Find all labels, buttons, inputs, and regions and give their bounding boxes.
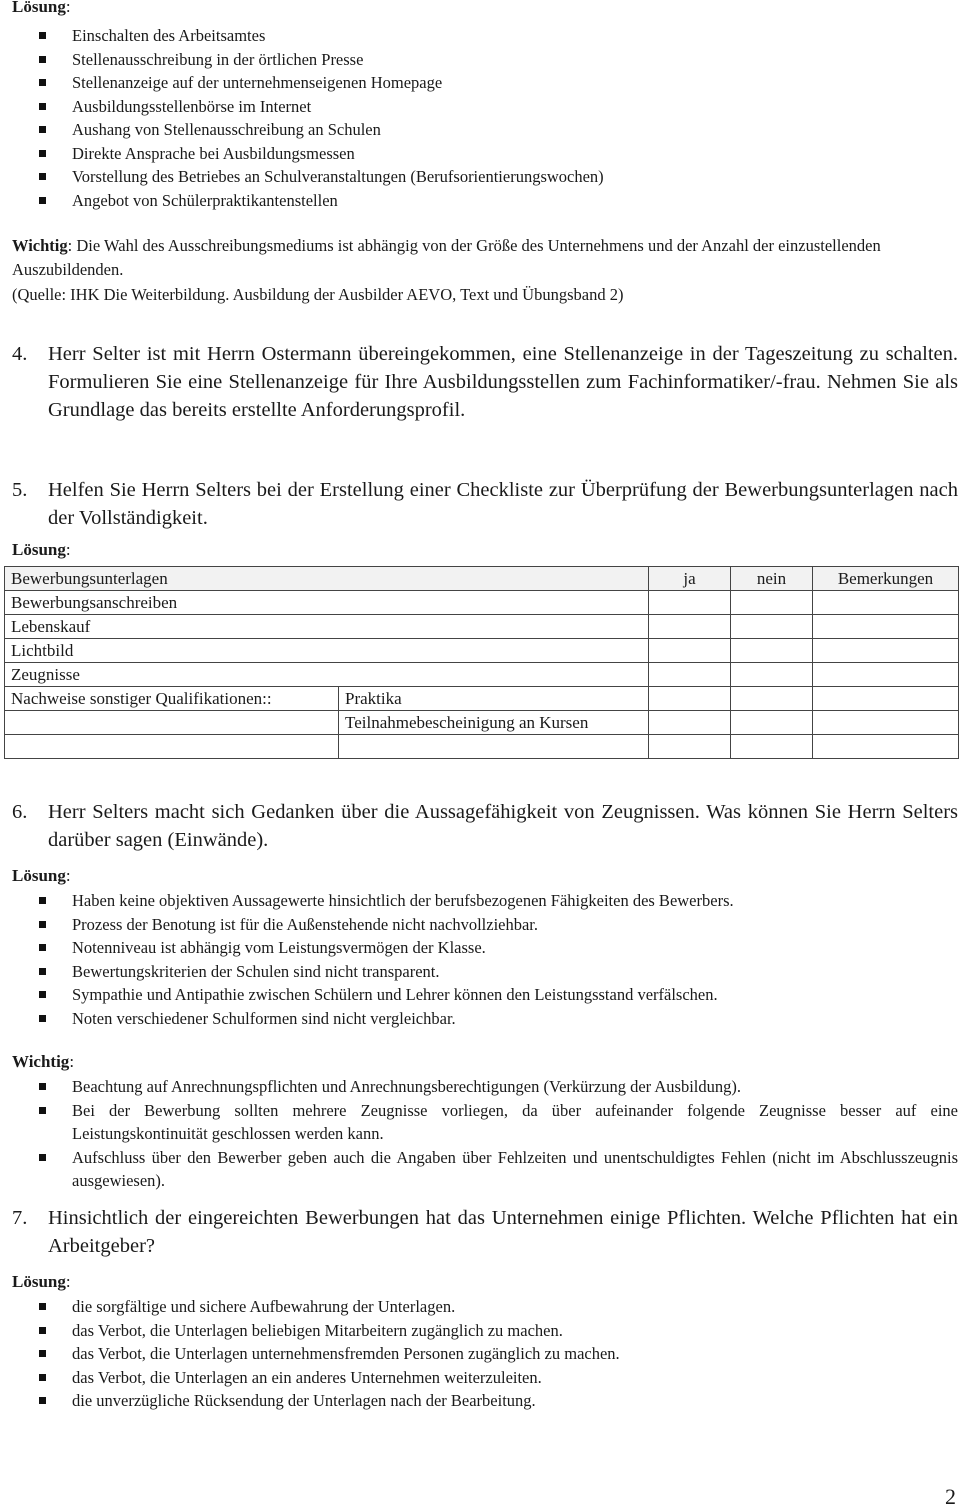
list-item: das Verbot, die Unterlagen beliebigen Mitarbeitern zugänglich zu machen. (0, 1319, 960, 1343)
cell-yes[interactable] (649, 687, 731, 711)
list-item: Noten verschiedener Schulformen sind nicht vergleichbar. (0, 1007, 960, 1031)
cell-remarks[interactable] (813, 639, 959, 663)
bullet-square-icon (39, 1154, 46, 1161)
list-item: die sorgfältige und sichere Aufbewahrung der Unterlagen. (0, 1295, 960, 1319)
cell-yes[interactable] (649, 591, 731, 615)
table-row (5, 615, 959, 639)
cell-yes[interactable] (649, 615, 731, 639)
solution-list (0, 889, 960, 1030)
list-item: Aushang von Stellenausschreibung an Schulen (0, 118, 604, 142)
list-item: Sympathie und Antipathie zwischen Schülern und Lehrer können den Leistungsstand verfälschen. (0, 983, 960, 1007)
list-item: Ausbildungsstellenbörse im Internet (0, 95, 604, 119)
cell-yes[interactable] (649, 639, 731, 663)
cell-document[interactable] (5, 735, 339, 759)
list-item: Bei der Bewerbung sollten mehrere Zeugnisse vorliegen, da über aufeinander folgende Zeugnisse besser auf eine Leistungskontinuität geschlossen werden kann. (0, 1099, 958, 1146)
cell-subitem[interactable] (339, 735, 649, 759)
list-item: Angebot von Schülerpraktikantenstellen (0, 189, 604, 213)
cell-subitem: Praktika (339, 687, 649, 711)
cell-no[interactable] (731, 591, 813, 615)
bullet-square-icon (39, 56, 46, 63)
cell-no[interactable] (731, 663, 813, 687)
list-item: Bewertungskriterien der Schulen sind nicht transparent. (0, 960, 960, 984)
cell-document: Bewerbungsanschreiben (5, 591, 649, 615)
question-text: Helfen Sie Herrn Selters bei der Erstellung einer Checkliste zur Überprüfung der Bewerbungsunterlagen nach der Vollständigkeit. (48, 479, 958, 529)
important-note: Wichtig: Die Wahl des Ausschreibungsmediums ist abhängig von der Größe des Unternehmens und der Anzahl der einzustellenden Auszubildenden. (12, 236, 881, 279)
question-text: Herr Selters macht sich Gedanken über die Aussagefähigkeit von Zeugnissen. Was können Sie Herrn Selters darüber sagen (Einwände). (48, 801, 958, 851)
cell-remarks[interactable] (813, 591, 959, 615)
list-item: Notenniveau ist abhängig vom Leistungsvermögen der Klasse. (0, 936, 960, 960)
bullet-square-icon (39, 1327, 46, 1334)
cell-remarks[interactable] (813, 711, 959, 735)
important-text: Die Wahl des Ausschreibungsmediums ist abhängig von der Größe des Unternehmens und der Anzahl der einzustellenden Auszubildenden. (12, 236, 881, 279)
table-row (5, 591, 959, 615)
question-text: Hinsichtlich der eingereichten Bewerbungen hat das Unternehmen einige Pflichten. Welche Pflichten hat ein Arbeitgeber? (48, 1207, 958, 1257)
question-number: 5. (12, 479, 28, 501)
bullet-square-icon (39, 126, 46, 133)
solution-list (0, 1295, 960, 1413)
list-item: Einschalten des Arbeitsamtes (0, 24, 604, 48)
bullet-square-icon (39, 1015, 46, 1022)
table-row (5, 639, 959, 663)
solution-list (0, 24, 604, 212)
table-row (5, 663, 959, 687)
bullet-square-icon (39, 150, 46, 157)
important-label: Wichtig: (12, 1052, 75, 1071)
bullet-square-icon (39, 1397, 46, 1404)
list-item: Vorstellung des Betriebes an Schulveranstaltungen (Berufsorientierungswochen) (0, 165, 604, 189)
cell-no[interactable] (731, 735, 813, 759)
list-item: das Verbot, die Unterlagen unternehmensfremden Personen zugänglich zu machen. (0, 1342, 960, 1366)
cell-remarks[interactable] (813, 615, 959, 639)
list-item: Direkte Ansprache bei Ausbildungsmessen (0, 142, 604, 166)
cell-yes[interactable] (649, 663, 731, 687)
page-number: 2 (945, 1484, 956, 1509)
header-no: nein (731, 567, 813, 591)
bullet-square-icon (39, 173, 46, 180)
question-number: 7. (12, 1207, 28, 1229)
list-item: das Verbot, die Unterlagen an ein anderes Unternehmen weiterzuleiten. (0, 1366, 960, 1390)
list-item: Aufschluss über den Bewerber geben auch die Angaben über Fehlzeiten und unentschuldigtes Fehlen (nicht im Abschlusszeugnis ausgewiesen). (0, 1146, 958, 1193)
checklist-table (4, 566, 959, 759)
table-header-row (5, 567, 959, 591)
cell-remarks[interactable] (813, 687, 959, 711)
cell-no[interactable] (731, 711, 813, 735)
bullet-square-icon (39, 103, 46, 110)
important-label: Wichtig (12, 236, 68, 255)
list-item: Stellenanzeige auf der unternehmenseigenen Homepage (0, 71, 604, 95)
cell-no[interactable] (731, 615, 813, 639)
bullet-square-icon (39, 32, 46, 39)
cell-remarks[interactable] (813, 735, 959, 759)
question-text: Herr Selter ist mit Herrn Ostermann übereingekommen, eine Stellenanzeige in der Tageszeitung zu schalten. Formulieren Sie eine Stellenanzeige für Ihre Ausbildungsstellen zum Fachinformatiker/-frau. Nehmen Sie als Grundlage das bereits erstellte Anforderungsprofil. (48, 343, 958, 421)
list-item: Beachtung auf Anrechnungspflichten und Anrechnungsberechtigungen (Verkürzung der Ausbildung). (0, 1075, 958, 1099)
source-citation: (Quelle: IHK Die Weiterbildung. Ausbildung der Ausbilder AEVO, Text und Übungsband 2) (12, 285, 624, 304)
cell-no[interactable] (731, 687, 813, 711)
bullet-square-icon (39, 944, 46, 951)
list-item: die unverzügliche Rücksendung der Unterlagen nach der Bearbeitung. (0, 1389, 960, 1413)
cell-subitem: Teilnahmebescheinigung an Kursen (339, 711, 649, 735)
solution-label: Lösung: (12, 0, 71, 16)
cell-document: Lichtbild (5, 639, 649, 663)
bullet-square-icon (39, 968, 46, 975)
bullet-square-icon (39, 1107, 46, 1114)
bullet-square-icon (39, 1374, 46, 1381)
cell-document: Nachweise sonstiger Qualifikationen:: (5, 687, 339, 711)
bullet-square-icon (39, 921, 46, 928)
header-remarks: Bemerkungen (813, 567, 959, 591)
question-number: 4. (12, 343, 28, 365)
bullet-square-icon (39, 1303, 46, 1310)
question-number: 6. (12, 801, 28, 823)
important-list (0, 1075, 958, 1193)
cell-remarks[interactable] (813, 663, 959, 687)
list-item: Haben keine objektiven Aussagewerte hinsichtlich der berufsbezogenen Fähigkeiten des Bewerbers. (0, 889, 960, 913)
bullet-square-icon (39, 1350, 46, 1357)
cell-document (5, 711, 339, 735)
cell-document: Zeugnisse (5, 663, 649, 687)
solution-label: Lösung: (12, 866, 71, 885)
bullet-square-icon (39, 197, 46, 204)
list-item: Stellenausschreibung in der örtlichen Presse (0, 48, 604, 72)
table-row (5, 711, 959, 735)
bullet-square-icon (39, 1083, 46, 1090)
solution-label: Lösung: (12, 540, 71, 559)
cell-yes[interactable] (649, 711, 731, 735)
table-row (5, 735, 959, 759)
cell-yes[interactable] (649, 735, 731, 759)
header-documents: Bewerbungsunterlagen (5, 567, 649, 591)
table-row (5, 687, 959, 711)
solution-label: Lösung: (12, 1272, 71, 1291)
bullet-square-icon (39, 79, 46, 86)
bullet-square-icon (39, 897, 46, 904)
list-item: Prozess der Benotung ist für die Außenstehende nicht nachvollziehbar. (0, 913, 960, 937)
bullet-square-icon (39, 991, 46, 998)
cell-document: Lebenskauf (5, 615, 649, 639)
cell-no[interactable] (731, 639, 813, 663)
header-yes: ja (649, 567, 731, 591)
